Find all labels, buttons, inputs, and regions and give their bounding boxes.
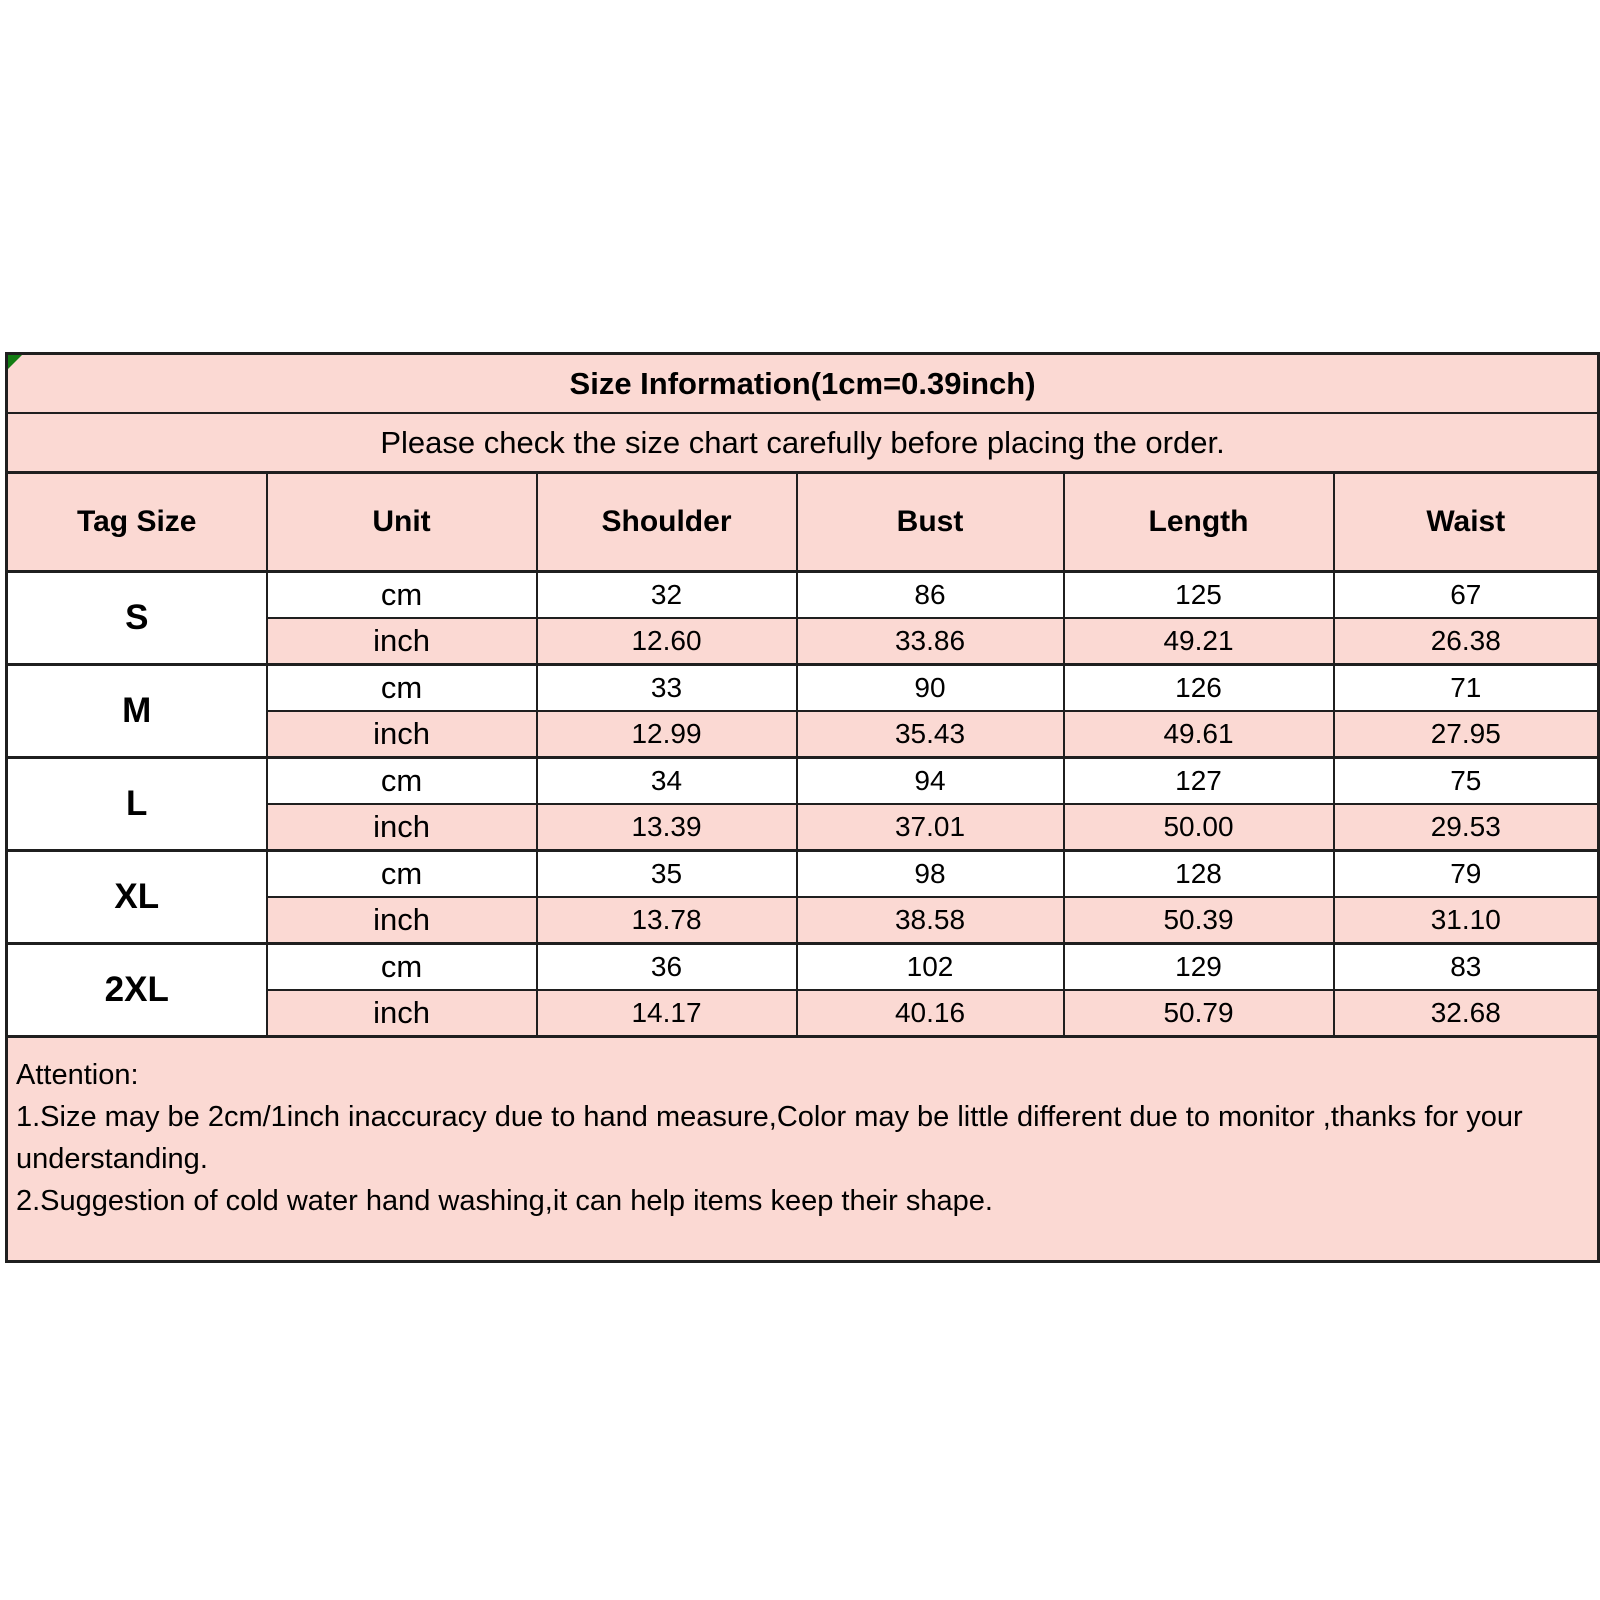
tag-size-cell-m: M [7,665,267,758]
subtitle-row [7,413,1599,473]
value-cell-shoulder: 13.39 [537,804,797,851]
column-header-row [7,473,1599,572]
value-cell-shoulder: 14.17 [537,990,797,1037]
value-cell-length: 126 [1064,665,1334,712]
value-cell-bust: 90 [797,665,1064,712]
value-cell-shoulder: 32 [537,572,797,619]
value-cell-bust: 86 [797,572,1064,619]
value-cell-waist: 83 [1334,944,1599,991]
value-cell-length: 50.00 [1064,804,1334,851]
table-row-2xl-cm [7,944,1599,991]
unit-cell: inch [267,990,537,1037]
table-row-l-cm [7,758,1599,805]
value-cell-waist: 79 [1334,851,1599,898]
column-header-waist: Waist [1334,473,1599,572]
tag-size-cell-2xl: 2XL [7,944,267,1037]
value-cell-length: 125 [1064,572,1334,619]
column-header-unit: Unit [267,473,537,572]
value-cell-length: 50.39 [1064,897,1334,944]
value-cell-length: 50.79 [1064,990,1334,1037]
value-cell-shoulder: 36 [537,944,797,991]
attention-heading: Attention: [16,1059,139,1091]
unit-cell: cm [267,851,537,898]
tag-size-cell-xl: XL [7,851,267,944]
value-cell-shoulder: 34 [537,758,797,805]
value-cell-bust: 35.43 [797,711,1064,758]
unit-cell: inch [267,804,537,851]
value-cell-length: 129 [1064,944,1334,991]
value-cell-waist: 27.95 [1334,711,1599,758]
unit-cell: cm [267,572,537,619]
value-cell-length: 49.21 [1064,618,1334,665]
value-cell-shoulder: 35 [537,851,797,898]
column-header-shoulder: Shoulder [537,473,797,572]
unit-cell: cm [267,944,537,991]
value-cell-waist: 29.53 [1334,804,1599,851]
value-cell-bust: 33.86 [797,618,1064,665]
column-header-tag-size: Tag Size [7,473,267,572]
value-cell-waist: 26.38 [1334,618,1599,665]
value-cell-shoulder: 13.78 [537,897,797,944]
attention-row [7,1037,1599,1262]
value-cell-bust: 38.58 [797,897,1064,944]
value-cell-shoulder: 12.60 [537,618,797,665]
table-row-s-cm [7,572,1599,619]
value-cell-waist: 75 [1334,758,1599,805]
green-corner-marker-icon [8,355,22,369]
value-cell-bust: 98 [797,851,1064,898]
value-cell-waist: 32.68 [1334,990,1599,1037]
column-header-length: Length [1064,473,1334,572]
attention-line-2: 2.Suggestion of cold water hand washing,it can help items keep their shape. [16,1185,993,1217]
size-chart-table [5,352,1600,1263]
unit-cell: inch [267,618,537,665]
size-chart-title: Size Information(1cm=0.39inch) [7,354,1599,414]
value-cell-waist: 67 [1334,572,1599,619]
attention-note [7,1037,1599,1262]
title-row [7,354,1599,414]
column-header-bust: Bust [797,473,1064,572]
value-cell-waist: 71 [1334,665,1599,712]
tag-size-cell-l: L [7,758,267,851]
value-cell-shoulder: 12.99 [537,711,797,758]
size-chart-subtitle: Please check the size chart carefully before placing the order. [7,413,1599,473]
value-cell-length: 128 [1064,851,1334,898]
table-row-xl-cm [7,851,1599,898]
value-cell-bust: 102 [797,944,1064,991]
value-cell-length: 127 [1064,758,1334,805]
unit-cell: cm [267,758,537,805]
unit-cell: cm [267,665,537,712]
attention-line-1: 1.Size may be 2cm/1inch inaccuracy due to hand measure,Color may be little different due to monitor ,thanks for your understanding. [16,1101,1523,1175]
value-cell-waist: 31.10 [1334,897,1599,944]
unit-cell: inch [267,711,537,758]
value-cell-bust: 37.01 [797,804,1064,851]
value-cell-bust: 94 [797,758,1064,805]
unit-cell: inch [267,897,537,944]
value-cell-bust: 40.16 [797,990,1064,1037]
value-cell-length: 49.61 [1064,711,1334,758]
table-row-m-cm [7,665,1599,712]
value-cell-shoulder: 33 [537,665,797,712]
tag-size-cell-s: S [7,572,267,665]
